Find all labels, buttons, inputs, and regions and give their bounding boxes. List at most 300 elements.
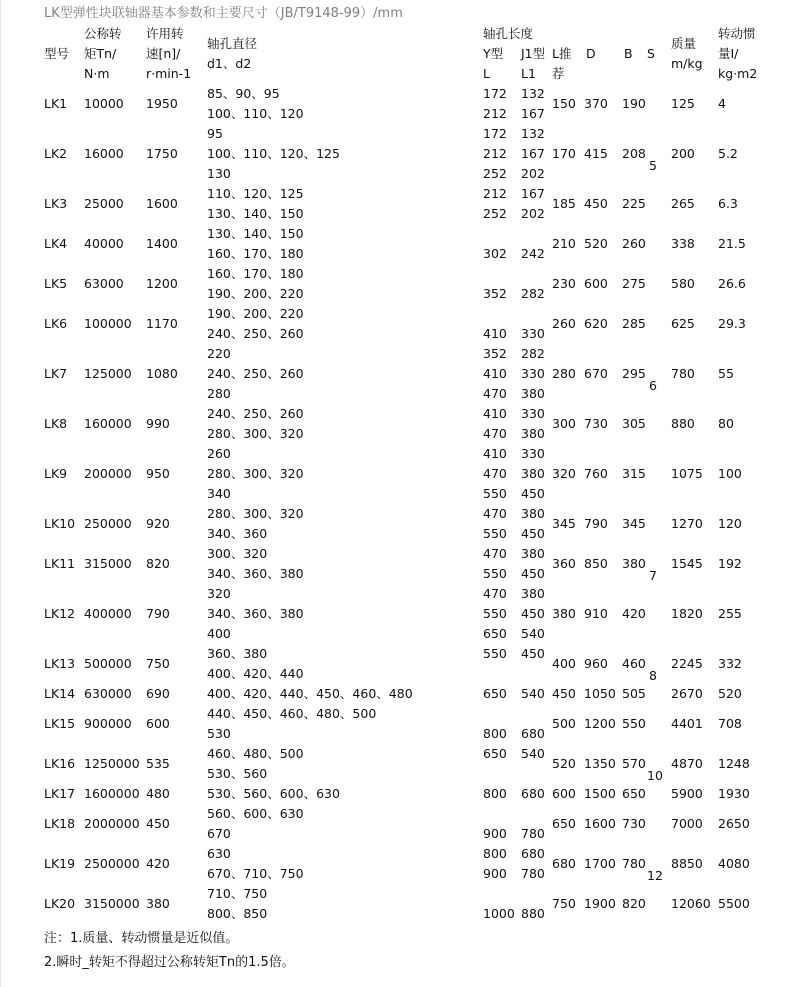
row-y-length: 172 <box>483 86 507 101</box>
row-y-length: 800 <box>483 846 507 861</box>
row-bore: 460、480、500 <box>207 746 304 761</box>
row-torque: 900000 <box>84 716 132 731</box>
row-j1-length: 282 <box>521 286 545 301</box>
row-j1-length: 540 <box>521 686 545 701</box>
row-y-length: 470 <box>483 506 507 521</box>
header-inertia: 转动惯 <box>718 26 756 41</box>
row-model: LK13 <box>44 656 76 671</box>
row-bore: 800、850 <box>207 906 268 921</box>
row-model: LK14 <box>44 686 76 701</box>
header-s: S <box>647 46 655 61</box>
header-d: D <box>586 46 596 61</box>
row-torque: 630000 <box>84 686 132 701</box>
header-speed: r·min-1 <box>146 66 192 81</box>
row-l-rec: 520 <box>552 756 576 771</box>
row-j1-length: 202 <box>521 166 545 181</box>
row-speed: 820 <box>146 556 170 571</box>
row-d: 760 <box>584 466 608 481</box>
row-model: LK18 <box>44 816 76 831</box>
row-y-length: 410 <box>483 326 507 341</box>
row-model: LK9 <box>44 466 68 481</box>
row-j1-length: 380 <box>521 466 545 481</box>
row-b: 208 <box>622 146 646 161</box>
row-mass: 4401 <box>671 716 703 731</box>
row-mass: 8850 <box>671 856 703 871</box>
row-inertia: 6.3 <box>718 196 738 211</box>
table-title: LK型弹性块联轴器基本参数和主要尺寸（JB/T9148-99）/mm <box>44 6 403 21</box>
row-bore: 240、250、260 <box>207 406 304 421</box>
row-model: LK5 <box>44 276 68 291</box>
row-model: LK4 <box>44 236 68 251</box>
row-inertia: 1248 <box>718 756 750 771</box>
row-torque: 63000 <box>84 276 124 291</box>
row-model: LK17 <box>44 786 76 801</box>
row-inertia: 5500 <box>718 896 750 911</box>
row-inertia: 332 <box>718 656 742 671</box>
row-bore: 670、710、750 <box>207 866 304 881</box>
header-mass: 质量 <box>671 36 697 51</box>
row-inertia: 192 <box>718 556 742 571</box>
row-mass: 580 <box>671 276 695 291</box>
row-j1-length: 132 <box>521 126 545 141</box>
row-y-length: 212 <box>483 146 507 161</box>
row-bore: 260 <box>207 446 231 461</box>
row-s: 7 <box>649 568 657 583</box>
row-l-rec: 400 <box>552 656 576 671</box>
row-y-length: 252 <box>483 166 507 181</box>
row-model: LK2 <box>44 146 68 161</box>
row-j1-length: 880 <box>521 906 545 921</box>
row-bore: 530、560 <box>207 766 268 781</box>
row-torque: 40000 <box>84 236 124 251</box>
row-model: LK1 <box>44 96 68 111</box>
row-speed: 1400 <box>146 236 178 251</box>
row-y-length: 550 <box>483 486 507 501</box>
row-y-length: 212 <box>483 186 507 201</box>
row-y-length: 470 <box>483 426 507 441</box>
row-speed: 1600 <box>146 196 178 211</box>
row-s: 12 <box>647 868 663 883</box>
row-torque: 1250000 <box>84 756 140 771</box>
row-j1-length: 330 <box>521 446 545 461</box>
header-y: L <box>483 66 490 81</box>
row-y-length: 800 <box>483 726 507 741</box>
row-bore: 100、110、120 <box>207 106 304 121</box>
row-inertia: 4 <box>718 96 726 111</box>
row-bore: 220 <box>207 346 231 361</box>
row-speed: 950 <box>146 466 170 481</box>
row-l-rec: 680 <box>552 856 576 871</box>
row-d: 450 <box>584 196 608 211</box>
row-bore: 630 <box>207 846 231 861</box>
header-torque: 矩Tn/ <box>84 46 117 61</box>
row-model: LK11 <box>44 556 76 571</box>
row-j1-length: 680 <box>521 786 545 801</box>
row-mass: 5900 <box>671 786 703 801</box>
header-mass: m/kg <box>671 56 703 71</box>
row-l-rec: 650 <box>552 816 576 831</box>
row-y-length: 410 <box>483 446 507 461</box>
row-mass: 2670 <box>671 686 703 701</box>
row-j1-length: 282 <box>521 346 545 361</box>
row-d: 370 <box>584 96 608 111</box>
row-b: 295 <box>622 366 646 381</box>
row-speed: 1200 <box>146 276 178 291</box>
row-b: 460 <box>622 656 646 671</box>
row-y-length: 900 <box>483 866 507 881</box>
row-bore: 280、300、320 <box>207 466 304 481</box>
row-inertia: 26.6 <box>718 276 746 291</box>
row-speed: 380 <box>146 896 170 911</box>
row-speed: 600 <box>146 716 170 731</box>
row-model: LK3 <box>44 196 68 211</box>
row-torque: 315000 <box>84 556 132 571</box>
row-bore: 280 <box>207 386 231 401</box>
row-speed: 1170 <box>146 316 178 331</box>
header-torque: N·m <box>84 66 110 81</box>
row-bore: 670 <box>207 826 231 841</box>
row-mass: 125 <box>671 96 695 111</box>
note-line: 2.瞬时_转矩不得超过公称转矩Tn的1.5倍。 <box>44 955 295 970</box>
row-speed: 750 <box>146 656 170 671</box>
row-bore: 280、300、320 <box>207 426 304 441</box>
row-b: 550 <box>622 716 646 731</box>
row-j1-length: 330 <box>521 326 545 341</box>
left-border <box>0 0 1 987</box>
row-d: 1050 <box>584 686 616 701</box>
row-bore: 320 <box>207 586 231 601</box>
row-mass: 338 <box>671 236 695 251</box>
header-b: B <box>624 46 633 61</box>
row-model: LK20 <box>44 896 76 911</box>
row-y-length: 550 <box>483 526 507 541</box>
row-b: 420 <box>622 606 646 621</box>
header-speed: 速[n]/ <box>146 46 181 61</box>
row-j1-length: 242 <box>521 246 545 261</box>
row-bore: 130、140、150 <box>207 226 304 241</box>
row-j1-length: 380 <box>521 546 545 561</box>
row-torque: 160000 <box>84 416 132 431</box>
row-bore: 160、170、180 <box>207 266 304 281</box>
row-d: 415 <box>584 146 608 161</box>
row-bore: 530 <box>207 726 231 741</box>
row-speed: 480 <box>146 786 170 801</box>
row-inertia: 2650 <box>718 816 750 831</box>
row-model: LK12 <box>44 606 76 621</box>
row-b: 225 <box>622 196 646 211</box>
row-bore: 360、380 <box>207 646 268 661</box>
row-s: 8 <box>649 668 657 683</box>
row-b: 650 <box>622 786 646 801</box>
header-bore: d1、d2 <box>207 56 252 71</box>
row-inertia: 29.3 <box>718 316 746 331</box>
row-l-rec: 280 <box>552 366 576 381</box>
row-speed: 420 <box>146 856 170 871</box>
row-mass: 1270 <box>671 516 703 531</box>
row-d: 1350 <box>584 756 616 771</box>
row-l-rec: 170 <box>552 146 576 161</box>
row-y-length: 650 <box>483 626 507 641</box>
row-speed: 450 <box>146 816 170 831</box>
row-b: 275 <box>622 276 646 291</box>
row-torque: 200000 <box>84 466 132 481</box>
row-speed: 790 <box>146 606 170 621</box>
row-mass: 2245 <box>671 656 703 671</box>
row-bore: 95 <box>207 126 223 141</box>
row-s: 5 <box>649 158 657 173</box>
row-mass: 200 <box>671 146 695 161</box>
row-j1-length: 540 <box>521 626 545 641</box>
row-mass: 1075 <box>671 466 703 481</box>
row-j1-length: 450 <box>521 566 545 581</box>
row-bore: 85、90、95 <box>207 86 280 101</box>
row-bore: 190、200、220 <box>207 306 304 321</box>
row-torque: 16000 <box>84 146 124 161</box>
row-d: 600 <box>584 276 608 291</box>
row-model: LK16 <box>44 756 76 771</box>
row-l-rec: 320 <box>552 466 576 481</box>
row-b: 285 <box>622 316 646 331</box>
row-l-rec: 210 <box>552 236 576 251</box>
row-l-rec: 450 <box>552 686 576 701</box>
row-y-length: 212 <box>483 106 507 121</box>
row-b: 730 <box>622 816 646 831</box>
row-model: LK19 <box>44 856 76 871</box>
row-speed: 1950 <box>146 96 178 111</box>
row-l-rec: 750 <box>552 896 576 911</box>
row-l-rec: 230 <box>552 276 576 291</box>
row-inertia: 5.2 <box>718 146 738 161</box>
row-model: LK6 <box>44 316 68 331</box>
row-y-length: 410 <box>483 366 507 381</box>
row-y-length: 650 <box>483 686 507 701</box>
row-l-rec: 345 <box>552 516 576 531</box>
row-model: LK15 <box>44 716 76 731</box>
row-bore: 240、250、260 <box>207 326 304 341</box>
row-y-length: 650 <box>483 746 507 761</box>
row-j1-length: 780 <box>521 826 545 841</box>
row-torque: 10000 <box>84 96 124 111</box>
row-bore: 340、360、380 <box>207 566 304 581</box>
row-b: 190 <box>622 96 646 111</box>
row-y-length: 550 <box>483 646 507 661</box>
row-j1-length: 202 <box>521 206 545 221</box>
row-d: 1600 <box>584 816 616 831</box>
row-bore: 130 <box>207 166 231 181</box>
row-y-length: 800 <box>483 786 507 801</box>
row-torque: 1600000 <box>84 786 140 801</box>
row-j1-length: 380 <box>521 586 545 601</box>
row-l-rec: 150 <box>552 96 576 111</box>
row-torque: 2500000 <box>84 856 140 871</box>
row-bore: 190、200、220 <box>207 286 304 301</box>
row-y-length: 470 <box>483 546 507 561</box>
row-y-length: 470 <box>483 586 507 601</box>
row-l-rec: 500 <box>552 716 576 731</box>
row-b: 305 <box>622 416 646 431</box>
row-j1-length: 450 <box>521 646 545 661</box>
row-y-length: 252 <box>483 206 507 221</box>
header-inertia: kg·m2 <box>718 66 758 81</box>
row-bore: 530、560、600、630 <box>207 786 340 801</box>
row-torque: 400000 <box>84 606 132 621</box>
row-l-rec: 185 <box>552 196 576 211</box>
row-y-length: 550 <box>483 566 507 581</box>
row-y-length: 172 <box>483 126 507 141</box>
header-bore: 轴孔直径 <box>207 36 258 51</box>
row-inertia: 80 <box>718 416 734 431</box>
row-d: 1700 <box>584 856 616 871</box>
row-b: 345 <box>622 516 646 531</box>
header-speed: 许用转 <box>146 26 184 41</box>
row-j1-length: 450 <box>521 606 545 621</box>
row-bore: 340、360、380 <box>207 606 304 621</box>
row-y-length: 1000 <box>483 906 515 921</box>
header-l-rec: 荐 <box>552 66 565 81</box>
row-speed: 990 <box>146 416 170 431</box>
row-mass: 265 <box>671 196 695 211</box>
header-inertia: 量I/ <box>718 46 739 61</box>
row-j1-length: 132 <box>521 86 545 101</box>
row-d: 670 <box>584 366 608 381</box>
row-bore: 710、750 <box>207 886 268 901</box>
row-bore: 340、360 <box>207 526 268 541</box>
row-bore: 440、450、460、480、500 <box>207 706 377 721</box>
row-j1-length: 330 <box>521 406 545 421</box>
header-j1: J1型 <box>521 46 546 61</box>
row-d: 960 <box>584 656 608 671</box>
row-d: 790 <box>584 516 608 531</box>
row-j1-length: 380 <box>521 506 545 521</box>
row-inertia: 21.5 <box>718 236 746 251</box>
header-j1: L1 <box>521 66 536 81</box>
row-model: LK8 <box>44 416 68 431</box>
row-inertia: 100 <box>718 466 742 481</box>
header-l-rec: L推 <box>552 46 572 61</box>
header-model: 型号 <box>44 46 70 61</box>
row-torque: 100000 <box>84 316 132 331</box>
row-b: 780 <box>622 856 646 871</box>
header-torque: 公称转 <box>84 26 122 41</box>
row-inertia: 1930 <box>718 786 750 801</box>
row-mass: 880 <box>671 416 695 431</box>
row-mass: 4870 <box>671 756 703 771</box>
row-d: 1200 <box>584 716 616 731</box>
row-torque: 500000 <box>84 656 132 671</box>
row-inertia: 255 <box>718 606 742 621</box>
row-bore: 340 <box>207 486 231 501</box>
row-inertia: 520 <box>718 686 742 701</box>
row-bore: 110、120、125 <box>207 186 304 201</box>
row-b: 505 <box>622 686 646 701</box>
row-s: 10 <box>647 768 663 783</box>
row-j1-length: 380 <box>521 426 545 441</box>
row-mass: 1820 <box>671 606 703 621</box>
row-b: 380 <box>622 556 646 571</box>
row-bore: 160、170、180 <box>207 246 304 261</box>
row-inertia: 55 <box>718 366 734 381</box>
row-b: 570 <box>622 756 646 771</box>
row-j1-length: 380 <box>521 386 545 401</box>
row-j1-length: 450 <box>521 486 545 501</box>
row-mass: 1545 <box>671 556 703 571</box>
row-mass: 780 <box>671 366 695 381</box>
row-bore: 100、110、120、125 <box>207 146 340 161</box>
row-y-length: 352 <box>483 346 507 361</box>
row-y-length: 410 <box>483 406 507 421</box>
row-j1-length: 167 <box>521 146 545 161</box>
row-torque: 3150000 <box>84 896 140 911</box>
row-d: 620 <box>584 316 608 331</box>
row-bore: 300、320 <box>207 546 268 561</box>
row-speed: 535 <box>146 756 170 771</box>
row-speed: 1750 <box>146 146 178 161</box>
row-torque: 2000000 <box>84 816 140 831</box>
row-speed: 1080 <box>146 366 178 381</box>
row-j1-length: 450 <box>521 526 545 541</box>
row-bore: 400 <box>207 626 231 641</box>
row-mass: 7000 <box>671 816 703 831</box>
row-bore: 560、600、630 <box>207 806 304 821</box>
row-b: 315 <box>622 466 646 481</box>
row-y-length: 470 <box>483 466 507 481</box>
row-bore: 130、140、150 <box>207 206 304 221</box>
row-d: 1500 <box>584 786 616 801</box>
row-d: 850 <box>584 556 608 571</box>
row-l-rec: 260 <box>552 316 576 331</box>
row-speed: 690 <box>146 686 170 701</box>
row-mass: 12060 <box>671 896 711 911</box>
header-y: Y型 <box>483 46 504 61</box>
row-bore: 280、300、320 <box>207 506 304 521</box>
row-y-length: 352 <box>483 286 507 301</box>
row-torque: 250000 <box>84 516 132 531</box>
row-inertia: 708 <box>718 716 742 731</box>
row-model: LK10 <box>44 516 76 531</box>
row-torque: 125000 <box>84 366 132 381</box>
row-s: 6 <box>649 378 657 393</box>
row-j1-length: 167 <box>521 186 545 201</box>
row-j1-length: 780 <box>521 866 545 881</box>
row-j1-length: 680 <box>521 846 545 861</box>
row-l-rec: 600 <box>552 786 576 801</box>
row-speed: 920 <box>146 516 170 531</box>
row-j1-length: 167 <box>521 106 545 121</box>
row-b: 260 <box>622 236 646 251</box>
row-l-rec: 380 <box>552 606 576 621</box>
row-d: 1900 <box>584 896 616 911</box>
row-d: 910 <box>584 606 608 621</box>
header-length-group: 轴孔长度 <box>483 26 534 41</box>
row-model: LK7 <box>44 366 68 381</box>
note-line: 注：1.质量、转动惯量是近似值。 <box>44 931 239 946</box>
row-j1-length: 680 <box>521 726 545 741</box>
row-j1-length: 540 <box>521 746 545 761</box>
row-l-rec: 300 <box>552 416 576 431</box>
row-inertia: 4080 <box>718 856 750 871</box>
row-torque: 25000 <box>84 196 124 211</box>
row-d: 730 <box>584 416 608 431</box>
row-bore: 400、420、440、450、460、480 <box>207 686 413 701</box>
row-bore: 240、250、260 <box>207 366 304 381</box>
row-inertia: 120 <box>718 516 742 531</box>
row-y-length: 470 <box>483 386 507 401</box>
row-bore: 400、420、440 <box>207 666 304 681</box>
row-b: 820 <box>622 896 646 911</box>
row-y-length: 900 <box>483 826 507 841</box>
row-y-length: 302 <box>483 246 507 261</box>
row-j1-length: 330 <box>521 366 545 381</box>
